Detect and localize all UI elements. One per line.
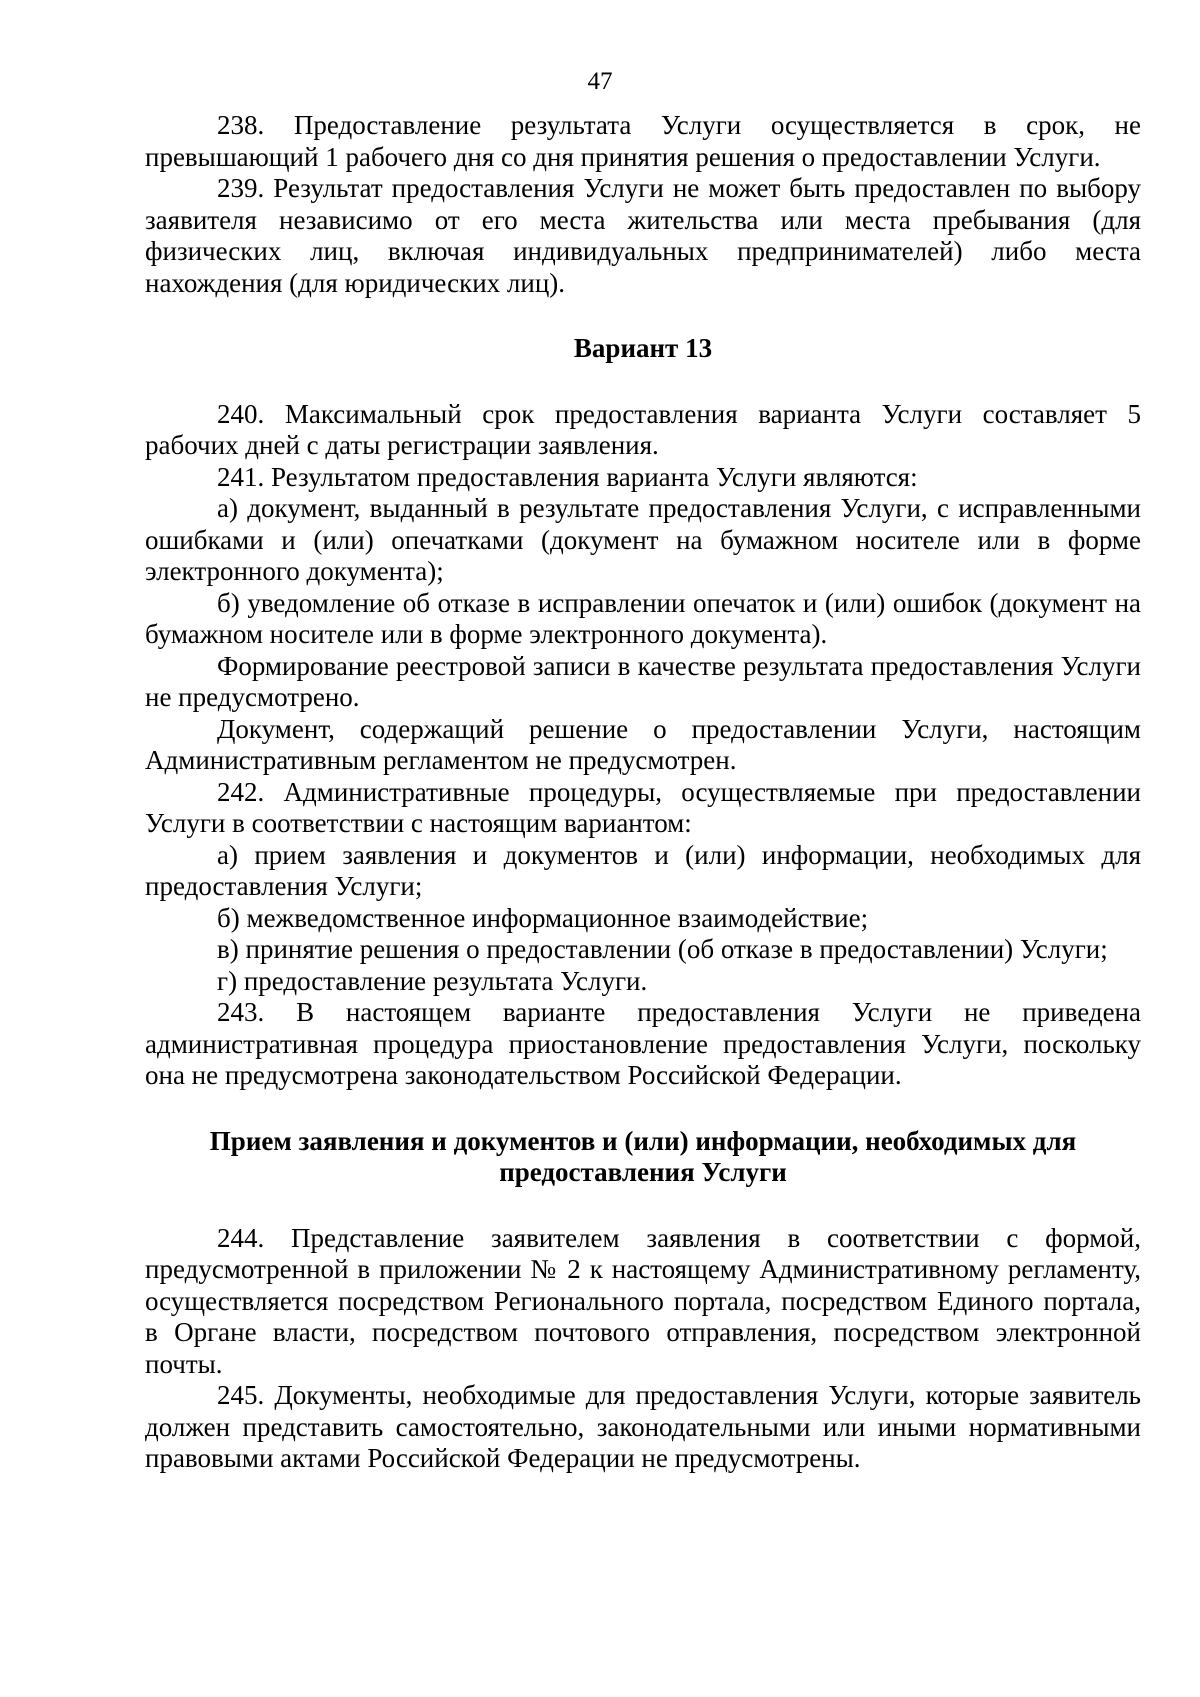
paragraph-242: 242. Административные процедуры, осуществляемые при предоставлении Услуги в соответствии с настоящим вариантом: xyxy=(145,776,1141,838)
document-body xyxy=(145,110,1141,1475)
paragraph-239: 239. Результат предоставления Услуги не может быть предоставлен по выбору заявителя независимо от его места жительства или места пребывания (для физических лиц, включая индивидуальных предпринимателей) либо места нахождения (для юридических лиц). xyxy=(145,173,1141,298)
paragraph-241-b: б) уведомление об отказе в исправлении опечаток и (или) ошибок (документ на бумажном носителе или в форме электронного документа). xyxy=(145,587,1141,649)
paragraph-244: 244. Представление заявителем заявления в соответствии с формой, предусмотренной в приложении № 2 к настоящему Административному регламенту, осуществляется посредством Регионального портала, посредством Единого портала, в Органе власти, посредством почтового отправления, посредством электронной почты. xyxy=(145,1222,1141,1379)
paragraph-242-v: в) принятие решения о предоставлении (об отказе в предоставлении) Услуги; xyxy=(217,934,1108,964)
page-number: 47 xyxy=(587,68,613,95)
paragraph-241-a: а) документ, выданный в результате предоставления Услуги, с исправленными ошибками и (или) опечатками (документ на бумажном носителе или в форме электронного документа); xyxy=(145,493,1141,586)
paragraph-242-g: г) предоставление результата Услуги. xyxy=(217,965,648,996)
paragraph-241: 241. Результатом предоставления варианта Услуги являются: xyxy=(217,461,918,492)
paragraph-238: 238. Предоставление результата Услуги осуществляется в срок, не превышающий 1 рабочего дня со дня принятия решения о предоставлении Услуги. xyxy=(145,110,1141,172)
heading-priem xyxy=(145,1126,1141,1189)
heading-priem-line-1: Прием заявления и документов и (или) информации, необходимых для xyxy=(209,1125,1077,1156)
paragraph-243: 243. В настоящем варианте предоставления Услуги не приведена административная процедура приостановление предоставления Услуги, поскольку она не предусмотрена законодательством Российской Федерации. xyxy=(145,997,1141,1090)
heading-priem-line-2: предоставления Услуги xyxy=(499,1157,787,1187)
heading-variant-13: Вариант 13 xyxy=(573,333,713,363)
paragraph-245: 245. Документы, необходимые для предоставления Услуги, которые заявитель должен представить самостоятельно, законодательными или иными нормативными правовыми актами Российской Федерации не предусмотрены. xyxy=(145,1380,1141,1473)
paragraph-decision-document: Документ, содержащий решение о предоставлении Услуги, настоящим Административным регламентом не предусмотрен. xyxy=(145,713,1141,775)
paragraph-242-a: а) прием заявления и документов и (или) информации, необходимых для предоставления Услуги; xyxy=(145,839,1141,901)
paragraph-registry-record: Формирование реестровой записи в качестве результата предоставления Услуги не предусмотрено. xyxy=(145,650,1141,712)
paragraph-242-b: б) межведомственное информационное взаимодействие; xyxy=(217,902,869,933)
paragraph-240: 240. Максимальный срок предоставления варианта Услуги составляет 5 рабочих дней с даты регистрации заявления. xyxy=(145,398,1141,460)
